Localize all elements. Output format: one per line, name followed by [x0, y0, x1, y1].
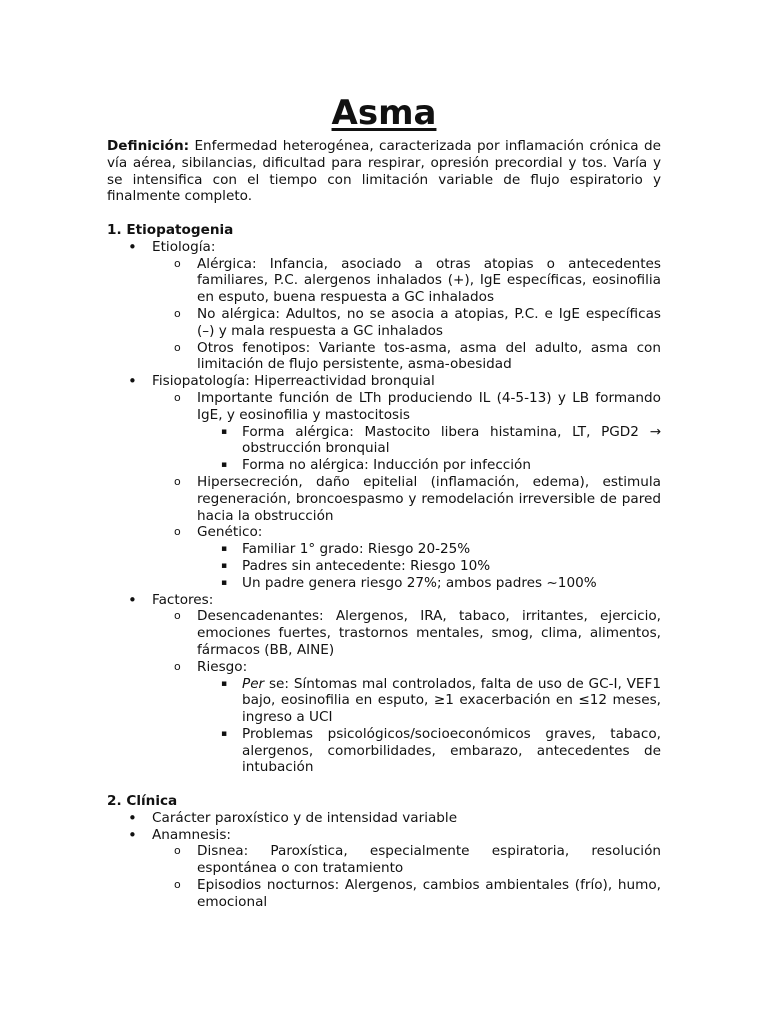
document-body	[107, 138, 661, 911]
circle-marker: o	[174, 844, 181, 858]
square-marker: ▪	[221, 544, 228, 555]
bullet-marker: •	[128, 590, 137, 609]
square-marker: ▪	[221, 728, 228, 739]
list-item-problemas: ▪ Problemas psicológicos/socioeconómicos graves, tabaco, alergenos, comorbilidades, embarazo, antecedentes de intubación	[221, 725, 661, 776]
list-item-genetico: o Genético: ▪ Familiar 1° grado: Riesgo 20-25% ▪ Padres sin antecedente: Riesgo 10% ▪ Un padre genera riesgo 27%; ambos padres ~100%	[152, 524, 661, 591]
square-marker: ▪	[221, 426, 228, 437]
square-marker: ▪	[221, 460, 228, 471]
list-item-alergica: o Alérgica: Infancia, asociado a otras atopias o antecedentes familiares, P.C. alergenos inhalados (+), IgE específicas, eosinofilia en esputo, buena respuesta a GC inhalados	[174, 255, 661, 306]
circle-marker: o	[174, 525, 181, 539]
list-item-caracter: • Carácter paroxístico y de intensidad variable	[128, 808, 458, 827]
circle-marker: o	[174, 878, 181, 892]
list-item-per-se: ▪ Per se: Síntomas mal controlados, falta de uso de GC-I, VEF1 bajo, eosinofilia en esputo, ≥1 exacerbación en ≤12 meses, ingreso a UCI	[221, 675, 661, 726]
list-item-padres-sin: ▪ Padres sin antecedente: Riesgo 10%	[221, 557, 491, 574]
definition-text: Enfermedad heterogénea, caracterizada por inflamación crónica de vía aérea, sibilancias, dificultad para respirar, opresión precordial y tos. Varía y se intensifica con el tiempo con limitación variable de flujo espiratorio y finalmente completo.	[107, 138, 661, 205]
bullet-marker: •	[128, 808, 137, 827]
section-heading-clinica: 2. Clínica	[107, 793, 178, 810]
definition-paragraph	[107, 138, 661, 205]
list-item-forma-alergica: ▪ Forma alérgica: Mastocito libera histamina, LT, PGD2 → obstrucción bronquial	[221, 423, 661, 457]
bullet-marker: •	[128, 237, 137, 256]
section-heading-etiopatogenia: 1. Etiopatogenia	[107, 221, 234, 238]
circle-marker: o	[174, 306, 181, 320]
square-marker: ▪	[221, 678, 228, 689]
list-item-desencadenantes: o Desencadenantes: Alergenos, IRA, tabaco, irritantes, ejercicio, emociones fuertes, trastornos mentales, smog, clima, alimentos, fármacos (BB, AINE)	[174, 608, 661, 658]
list-item-anamnesis: • Anamnesis: o Disnea: Paroxística, especialmente espiratoria, resolución espontánea o con tratamiento o Episodios nocturnos: Alergenos, cambios ambientales (frío), humo, emocional	[128, 825, 661, 910]
list-item-disnea: o Disnea: Paroxística, especialmente espiratoria, resolución espontánea o con tratamiento	[174, 843, 661, 877]
list-item-riesgo: o Riesgo: ▪ Per se: Síntomas mal controlados, falta de uso de GC-I, VEF1 bajo, eosinofilia en esputo, ≥1 exacerbación en ≤12 meses, ingreso a UCI ▪ Problemas psicológicos/socioeconómicos graves, tabaco, alergenos, comorbilidades, embarazo, antecedentes de intubación	[174, 658, 661, 776]
list-item-otros-fenotipos: o Otros fenotipos: Variante tos-asma, asma del adulto, asma con limitación de flujo persistente, asma-obesidad	[174, 339, 661, 373]
list-item-un-padre: ▪ Un padre genera riesgo 27%; ambos padres ~100%	[221, 574, 597, 591]
square-marker: ▪	[221, 560, 228, 571]
list-item-fisiopatologia: • Fisiopatología: Hiperreactividad bronquial o Importante función de LTh produciendo IL (4-5-13) y LB formando IgE, y eosinofilia y mastocitosis ▪ Forma alérgica: Mastocito libera histamina, LT, PGD2 → obstrucción bronquial ▪ Forma no alérgica: Inducción por infección o Hipersecreción, daño epitelial (inflamación, edema), estimula regeneración, broncoespasmo y remodelación irreversible de pared hacia la obstrucción o Genético: ▪ Familiar 1° grado: Riesgo 20-25% ▪ Padres sin antecedente: Riesgo 10% ▪ Un padre genera riesgo 27%; ambos padres ~100%	[128, 372, 661, 591]
circle-marker: o	[174, 340, 181, 354]
list-item-factores: • Factores: o Desencadenantes: Alergenos, IRA, tabaco, irritantes, ejercicio, emociones fuertes, trastornos mentales, smog, clima, alimentos, fármacos (BB, AINE) o Riesgo: ▪ Per se: Síntomas mal controlados, falta de uso de GC-I, VEF1 bajo, eosinofilia en esputo, ≥1 exacerbación en ≤12 meses, ingreso a UCI ▪ Problemas psicológicos/socioeconómicos graves, tabaco, alergenos, comorbilidades, embarazo, antecedentes de intubación	[128, 590, 661, 776]
clinica-list	[107, 810, 661, 911]
list-item-episodios: o Episodios nocturnos: Alergenos, cambios ambientales (frío), humo, emocional	[174, 877, 661, 910]
square-marker: ▪	[221, 577, 228, 588]
etiopatogenia-list	[107, 239, 661, 777]
list-item-no-alergica: o No alérgica: Adultos, no se asocia a atopias, P.C. e IgE específicas (–) y mala respuesta a GC inhalados	[174, 305, 661, 339]
bullet-marker: •	[128, 372, 137, 391]
list-item-familiar: ▪ Familiar 1° grado: Riesgo 20-25%	[221, 541, 471, 558]
list-item-forma-no-alergica: ▪ Forma no alérgica: Inducción por infección	[221, 457, 531, 474]
definition-label: Definición:	[107, 138, 190, 154]
circle-marker: o	[174, 609, 181, 623]
list-item-etiologia: • Etiología: o Alérgica: Infancia, asociado a otras atopias o antecedentes familiares, P.C. alergenos inhalados (+), IgE específicas, eosinofilia en esputo, buena respuesta a GC inhalados o No alérgica: Adultos, no se asocia a atopias, P.C. e IgE específicas (–) y mala respuesta a GC inhalados o Otros fenotipos: Variante tos-asma, asma del adulto, asma con limitación de flujo persistente, asma-obesidad	[128, 237, 661, 373]
circle-marker: o	[174, 474, 181, 488]
page-title: Asma	[331, 93, 437, 133]
bullet-marker: •	[128, 825, 137, 844]
list-item-lth: o Importante función de LTh produciendo IL (4-5-13) y LB formando IgE, y eosinofilia y mastocitosis ▪ Forma alérgica: Mastocito libera histamina, LT, PGD2 → obstrucción bronquial ▪ Forma no alérgica: Inducción por infección	[174, 389, 661, 474]
circle-marker: o	[174, 256, 181, 270]
list-item-hipersecrecion: o Hipersecreción, daño epitelial (inflamación, edema), estimula regeneración, broncoespasmo y remodelación irreversible de pared hacia la obstrucción	[174, 473, 661, 524]
circle-marker: o	[174, 659, 181, 673]
circle-marker: o	[174, 390, 181, 404]
